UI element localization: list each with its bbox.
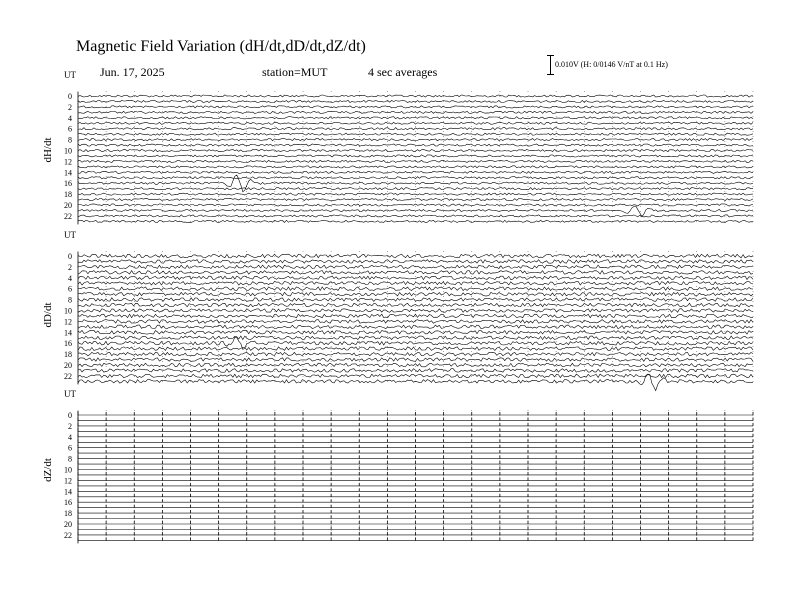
hour-tick-label: 8 bbox=[68, 454, 72, 464]
hour-tick-label: 4 bbox=[68, 113, 72, 123]
trace-line bbox=[78, 139, 753, 141]
trace-line bbox=[78, 358, 753, 362]
hour-tick-label: 22 bbox=[64, 211, 72, 221]
trace-line bbox=[78, 199, 753, 201]
hour-tick-label: 14 bbox=[64, 487, 72, 497]
trace-line bbox=[78, 155, 753, 157]
hour-tick-label: 18 bbox=[64, 509, 72, 519]
averaging-label: 4 sec averages bbox=[368, 65, 438, 79]
hour-tick-label: 2 bbox=[68, 421, 72, 431]
hour-tick-label: 16 bbox=[64, 498, 72, 508]
hour-tick-label: 14 bbox=[64, 328, 72, 338]
hour-tick-label: 20 bbox=[64, 520, 72, 529]
trace-line bbox=[78, 193, 753, 195]
hour-tick-label: 12 bbox=[64, 476, 72, 486]
hour-tick-label: 8 bbox=[68, 295, 72, 305]
hour-tick-label: 20 bbox=[64, 201, 72, 210]
trace-line bbox=[78, 347, 753, 351]
trace-line bbox=[78, 117, 753, 119]
trace-line bbox=[78, 220, 753, 222]
trace-line bbox=[78, 271, 753, 275]
panel-ylabel: dZ/dt bbox=[42, 458, 54, 482]
hour-tick-label: 0 bbox=[68, 252, 72, 261]
trace-line bbox=[78, 298, 753, 302]
hour-tick-label: 0 bbox=[68, 92, 72, 101]
trace-line bbox=[78, 133, 753, 135]
hour-tick-label: 0 bbox=[68, 411, 72, 420]
trace-line bbox=[78, 314, 753, 318]
hour-tick-label: 18 bbox=[64, 350, 72, 360]
chart-title: Magnetic Field Variation (dH/dt,dD/dt,dZ/dt) bbox=[76, 38, 366, 55]
hour-tick-label: 2 bbox=[68, 262, 72, 272]
hour-tick-label: 20 bbox=[64, 361, 72, 370]
hour-tick-label: 6 bbox=[68, 284, 72, 294]
hour-tick-label: 14 bbox=[64, 168, 72, 178]
station-label: station=MUT bbox=[262, 65, 328, 79]
trace-line bbox=[78, 111, 753, 113]
ut-label: UT bbox=[64, 230, 76, 240]
trace-line bbox=[78, 177, 753, 179]
trace-line bbox=[78, 287, 753, 291]
trace-line bbox=[78, 292, 753, 296]
hour-tick-label: 12 bbox=[64, 317, 72, 327]
trace-line bbox=[78, 265, 753, 269]
trace-line bbox=[78, 128, 753, 130]
hour-tick-label: 22 bbox=[64, 371, 72, 381]
hour-tick-label: 10 bbox=[64, 146, 72, 156]
panel-ylabel: dH/dt bbox=[42, 137, 54, 163]
hour-tick-label: 6 bbox=[68, 124, 72, 134]
hour-tick-label: 2 bbox=[68, 102, 72, 112]
scale-label: 0.010V (H: 0/0146 V/nT at 0.1 Hz) bbox=[555, 60, 668, 69]
hour-tick-label: 18 bbox=[64, 190, 72, 200]
trace-line bbox=[78, 149, 753, 151]
hour-tick-label: 12 bbox=[64, 157, 72, 167]
hour-tick-label: 6 bbox=[68, 443, 72, 453]
panel-ylabel: dD/dt bbox=[42, 302, 54, 328]
ut-label: UT bbox=[64, 389, 76, 399]
hour-tick-label: 10 bbox=[64, 306, 72, 316]
trace-line bbox=[78, 144, 753, 146]
trace-line bbox=[78, 204, 753, 206]
trace-line bbox=[78, 122, 753, 124]
ut-label: UT bbox=[64, 70, 76, 80]
date-label: Jun. 17, 2025 bbox=[100, 65, 165, 79]
trace-line bbox=[78, 282, 753, 286]
hour-tick-label: 4 bbox=[68, 432, 72, 442]
hour-tick-label: 8 bbox=[68, 135, 72, 145]
trace-line bbox=[78, 188, 753, 190]
trace-line bbox=[78, 352, 753, 356]
hour-tick-label: 22 bbox=[64, 530, 72, 540]
hour-tick-label: 16 bbox=[64, 339, 72, 349]
trace-line bbox=[78, 374, 753, 378]
hour-tick-label: 16 bbox=[64, 179, 72, 189]
hour-tick-label: 4 bbox=[68, 273, 72, 283]
hour-tick-label: 10 bbox=[64, 465, 72, 475]
